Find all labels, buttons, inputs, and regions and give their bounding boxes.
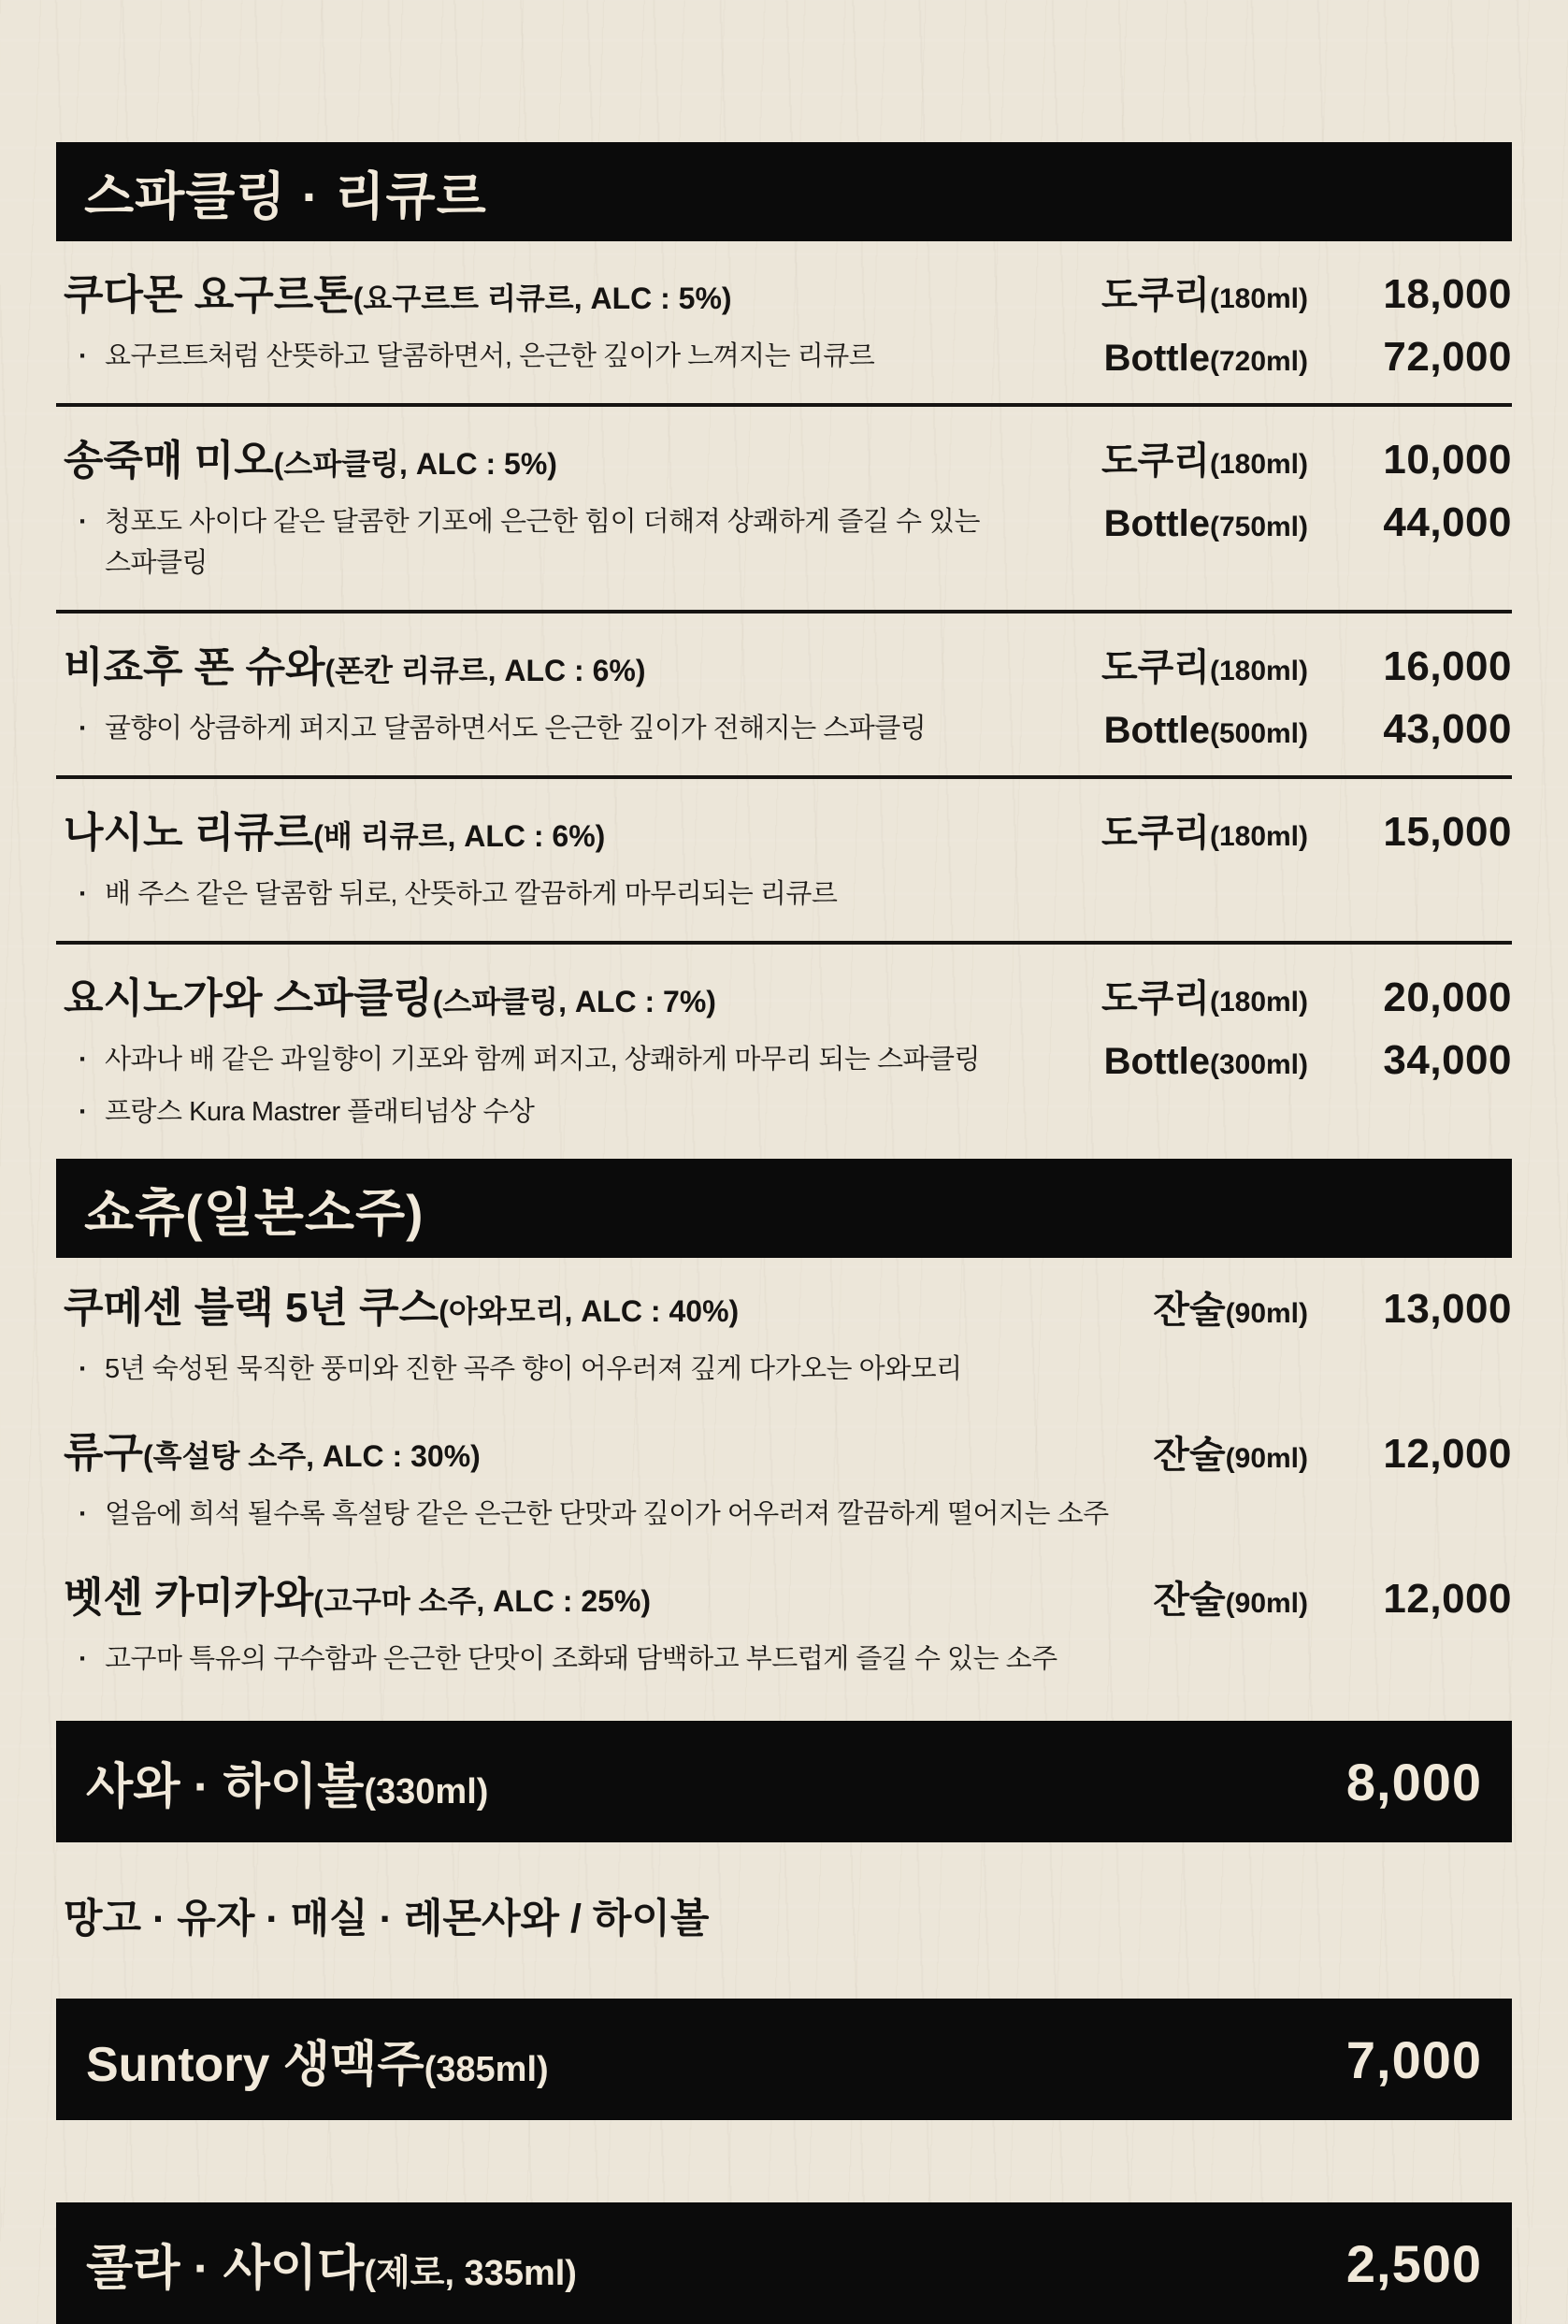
item-name: 쿠메센 블랙 5년 쿠스 xyxy=(64,1285,439,1331)
item-prices xyxy=(1101,803,1512,857)
item-name: 벳센 카미카와 xyxy=(64,1575,314,1621)
serving-size: (180ml) xyxy=(1209,987,1308,1018)
price-value: 72,000 xyxy=(1383,334,1512,380)
item-meta: (배 리큐르, ALC : 6%) xyxy=(313,819,606,853)
serving-label: Bottle xyxy=(1103,503,1210,544)
item-prices xyxy=(1101,638,1512,753)
banner-price: 7,000 xyxy=(1345,2029,1482,2089)
item-prices xyxy=(1153,1570,1512,1624)
serving-size: (720ml) xyxy=(1209,346,1308,377)
item-description: · 프랑스 Kura Mastrer 플래티넘상 수상 xyxy=(64,1091,985,1133)
item-name: 송죽매 미오 xyxy=(64,438,274,484)
price-row xyxy=(1101,803,1512,857)
serving-label: 도쿠리 xyxy=(1101,440,1210,482)
menu-item xyxy=(56,775,1512,941)
price-value: 20,000 xyxy=(1383,974,1512,1020)
price-row xyxy=(1104,334,1512,381)
menu-item xyxy=(56,610,1512,775)
price-value: 13,000 xyxy=(1383,1286,1512,1332)
banner-draft-beer xyxy=(56,1999,1512,2120)
banner-meta: (330ml) xyxy=(364,1771,489,1812)
price-value: 18,000 xyxy=(1383,271,1512,317)
item-description: · 배 주스 같은 달콤함 뒤로, 산뜻하고 깔끔하게 마무리되는 리큐르 xyxy=(64,873,985,915)
item-name: 요시노가와 스파클링 xyxy=(64,975,433,1021)
serving-label: Bottle xyxy=(1103,338,1210,379)
serving-size: (90ml) xyxy=(1225,1588,1308,1619)
serving-label: 도쿠리 xyxy=(1101,275,1210,316)
serving-label: 도쿠리 xyxy=(1101,978,1210,1019)
price-row xyxy=(1104,1037,1512,1084)
banner-meta: (제로, 335ml) xyxy=(364,2253,577,2293)
item-meta: (요구르트 리큐르, ALC : 5%) xyxy=(352,281,732,315)
price-row xyxy=(1153,1425,1512,1479)
price-row xyxy=(1104,706,1512,753)
item-prices xyxy=(1101,266,1512,381)
menu-item xyxy=(56,1407,1512,1552)
serving-size: (90ml) xyxy=(1225,1443,1308,1474)
serving-label: 잔술 xyxy=(1153,1290,1226,1331)
price-row xyxy=(1153,1280,1512,1334)
item-prices xyxy=(1153,1280,1512,1334)
banner-price: 2,500 xyxy=(1345,2233,1482,2293)
item-prices xyxy=(1101,969,1512,1084)
serving-size: (300ml) xyxy=(1209,1049,1308,1080)
item-description: · 고구마 특유의 구수함과 은근한 단맛이 조화돼 담백하고 부드럽게 즐길 수 있는 소주 xyxy=(64,1638,1429,1680)
serving-label: Bottle xyxy=(1103,1041,1210,1082)
section-shochu xyxy=(56,1262,1512,1696)
item-description: · 5년 숙성된 묵직한 풍미와 진한 곡주 향이 어우러져 깊게 다가오는 아와모리 xyxy=(64,1349,1429,1390)
serving-label: 잔술 xyxy=(1153,1580,1226,1621)
section-title: 쇼츄(일본소주) xyxy=(84,1183,424,1242)
serving-label: 도쿠리 xyxy=(1101,647,1210,688)
item-description: · 귤향이 상큼하게 퍼지고 달콤하면서도 은근한 깊이가 전해지는 스파클링 xyxy=(64,708,985,749)
price-value: 10,000 xyxy=(1383,437,1512,483)
menu-item xyxy=(56,403,1512,610)
item-name: 류구 xyxy=(64,1430,144,1476)
item-meta: (고구마 소주, ALC : 25%) xyxy=(313,1584,652,1618)
menu-item xyxy=(56,1552,1512,1696)
banner-sawa-highball xyxy=(56,1721,1512,1842)
item-meta: (폰칸 리큐르, ALC : 6%) xyxy=(324,654,646,687)
section-header-shochu xyxy=(56,1159,1512,1258)
item-meta: (스파클링, ALC : 5%) xyxy=(273,447,557,481)
item-prices xyxy=(1101,431,1512,546)
serving-size: (180ml) xyxy=(1209,656,1308,686)
banner-meta: (385ml) xyxy=(424,2049,549,2089)
price-value: 44,000 xyxy=(1383,499,1512,545)
serving-size: (500ml) xyxy=(1209,718,1308,749)
price-value: 34,000 xyxy=(1383,1037,1512,1083)
banner-name: Suntory 생맥주(385ml) xyxy=(86,2037,549,2092)
section-header-sparkling xyxy=(56,142,1512,241)
price-row xyxy=(1104,499,1512,546)
price-row xyxy=(1101,969,1512,1022)
item-description: · 얼음에 희석 될수록 흑설탕 같은 은근한 단맛과 깊이가 어우러져 깔끔하게 떨어지는 소주 xyxy=(64,1494,1429,1535)
serving-size: (180ml) xyxy=(1209,449,1308,480)
banner-cola-cider xyxy=(56,2202,1512,2324)
serving-label: Bottle xyxy=(1103,710,1210,751)
menu-item xyxy=(56,941,1512,1159)
price-value: 16,000 xyxy=(1383,643,1512,689)
item-meta: (스파클링, ALC : 7%) xyxy=(432,985,716,1018)
price-row xyxy=(1101,266,1512,319)
serving-size: (90ml) xyxy=(1225,1298,1308,1329)
menu-item xyxy=(56,1262,1512,1407)
price-value: 43,000 xyxy=(1383,706,1512,752)
item-meta: (아와모리, ALC : 40%) xyxy=(439,1294,740,1328)
serving-label: 잔술 xyxy=(1153,1435,1226,1476)
serving-size: (180ml) xyxy=(1209,821,1308,852)
item-prices xyxy=(1153,1425,1512,1479)
banner-price: 8,000 xyxy=(1345,1752,1482,1812)
item-name: 나시노 리큐르 xyxy=(64,810,314,856)
flavor-note: 망고 · 유자 · 매실 · 레몬사와 / 하이볼 xyxy=(64,1897,710,1941)
menu-item xyxy=(56,241,1512,403)
item-name: 비죠후 폰 슈와 xyxy=(64,644,325,690)
banner-name: 사와 · 하이볼(330ml) xyxy=(86,1759,489,1814)
item-name: 쿠다몬 요구르톤 xyxy=(64,272,353,318)
item-meta: (흑설탕 소주, ALC : 30%) xyxy=(143,1439,481,1473)
banner-name: 콜라 · 사이다(제로, 335ml) xyxy=(86,2241,577,2296)
item-description: · 요구르트처럼 산뜻하고 달콤하면서, 은근한 깊이가 느껴지는 리큐르 xyxy=(64,336,985,377)
price-row xyxy=(1101,431,1512,484)
serving-size: (180ml) xyxy=(1209,283,1308,314)
item-description: · 사과나 배 같은 과일향이 기포와 함께 퍼지고, 상쾌하게 마무리 되는 스파클링 xyxy=(64,1039,985,1080)
price-value: 12,000 xyxy=(1383,1576,1512,1622)
price-value: 12,000 xyxy=(1383,1431,1512,1477)
section-sparkling-liqueur xyxy=(56,241,1512,1159)
serving-size: (750ml) xyxy=(1209,512,1308,542)
price-row xyxy=(1101,638,1512,691)
price-row xyxy=(1153,1570,1512,1624)
serving-label: 도쿠리 xyxy=(1101,813,1210,854)
item-description: · 청포도 사이다 같은 달콤한 기포에 은근한 힘이 더해져 상쾌하게 즐길 수 있는 스파클링 xyxy=(64,501,985,584)
price-value: 15,000 xyxy=(1383,809,1512,855)
section-title: 스파클링 · 리큐르 xyxy=(84,166,487,225)
